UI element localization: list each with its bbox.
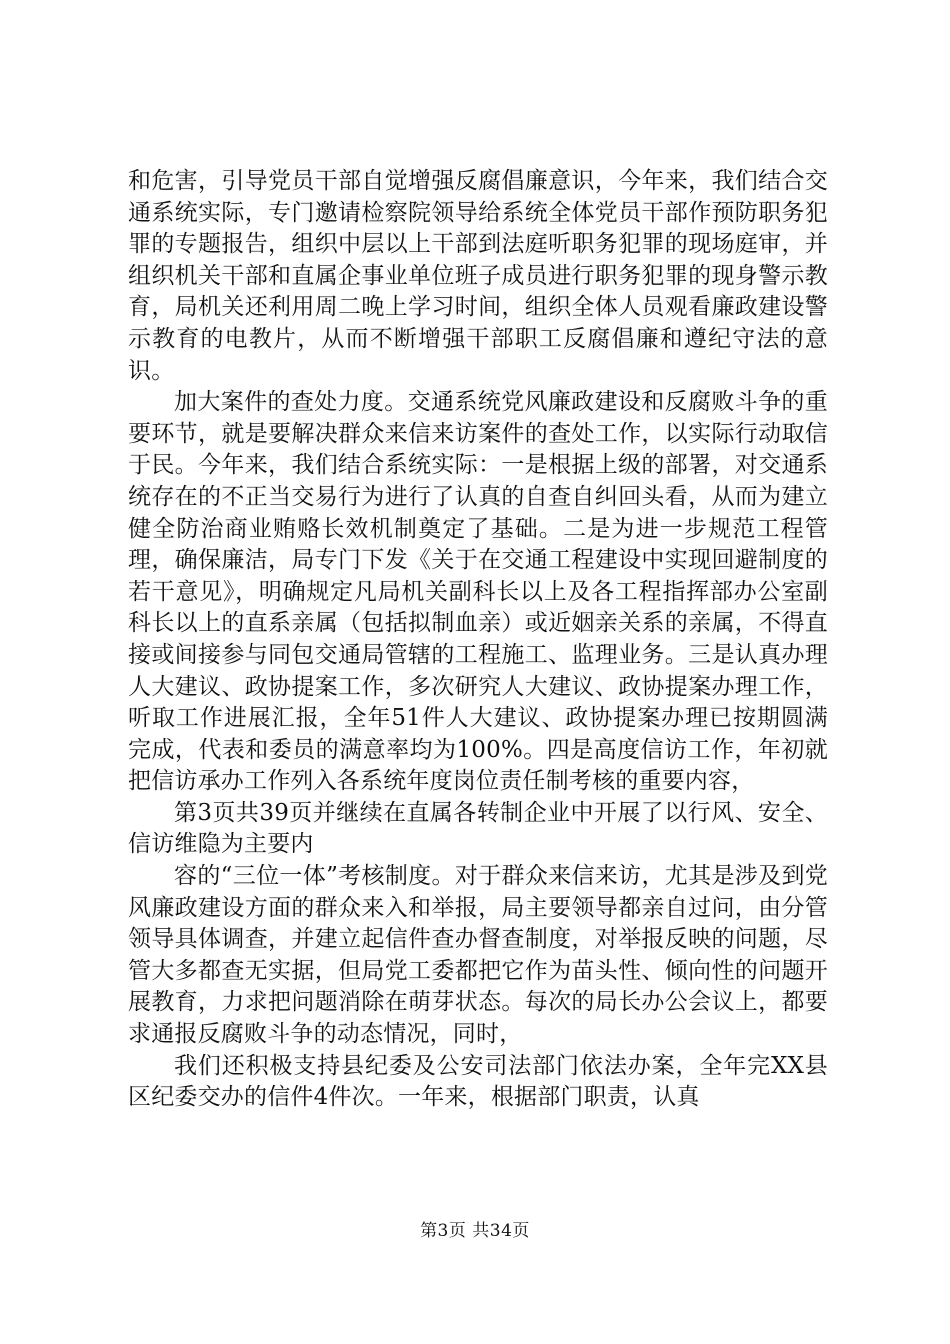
paragraph-case-handling: 加大案件的查处力度。交通系统党风廉政建设和反腐败斗争的重要环节，就是要解决群众来信来访案件的查处工作，以实际行动取信于民。今年来，我们结合系统实际：一是根据上级的部署，对交通系统存在的不正当交易行为进行了认真的自查自纠回头看，从而为建立健全防治商业贿赂长效机制奠定了基础。二是为进一步规范工程管理，确保廉洁，局专门下发《关于在交通工程建设中实现回避制度的若干意见》，明确规定凡局机关副科长以上及各工程指挥部办公室副科长以上的直系亲属（包括拟制血亲）或近姻亲关系的亲属，不得直接或间接参与同包交通局管辖的工程施工、监理业务。三是认真办理人大建议、政协提案工作，多次研究人大建议、政协提案办理工作，听取工作进展汇报，全年51件人大建议、政协提案办理已按期圆满完成，代表和委员的满意率均为100%。四是高度信访工作，年初就把信访承办工作列入各系统年度岗位责任制考核的重要内容，: [128, 389, 828, 795]
paragraph-support-discipline: 我们还积极支持县纪委及公安司法部门依法办案，全年完XX县区纪委交办的信件4件次。一年来，根据部门职责，认真: [128, 1052, 828, 1111]
paragraph-page-break-note: 第3页共39页并继续在直属各转制企业中开展了以行风、安全、信访维隐为主要内: [128, 799, 828, 858]
page-footer: [0, 1216, 950, 1241]
paragraph-education: 和危害，引导党员干部自觉增强反腐倡廉意识，今年来，我们结合交通系统实际，专门邀请检察院领导给系统全体党员干部作预防职务犯罪的专题报告，组织中层以上干部到法庭听职务犯罪的现场庭审，并组织机关干部和直属企事业单位班子成员进行职务犯罪的现身警示教育，局机关还利用周二晚上学习时间，组织全体人员观看廉政建设警示教育的电教片，从而不断增强干部职工反腐倡廉和遵纪守法的意识。: [128, 168, 828, 384]
page-number: 第3页 共34页: [420, 1221, 530, 1241]
paragraph-assessment-system: 容的“三位一体”考核制度。对于群众来信来访，尤其是涉及到党风廉政建设方面的群众来入和举报，局主要领导都亲自过问，由分管领导具体调查，并建立起信件查办督查制度，对举报反映的问题，尽管大多都查无实据，但局党工委都把它作为苗头性、倾向性的问题开展教育，力求把问题消除在萌芽状态。每次的局长办公会议上，都要求通报反腐败斗争的动态情况，同时，: [128, 863, 828, 1048]
document-body: [128, 166, 828, 1114]
